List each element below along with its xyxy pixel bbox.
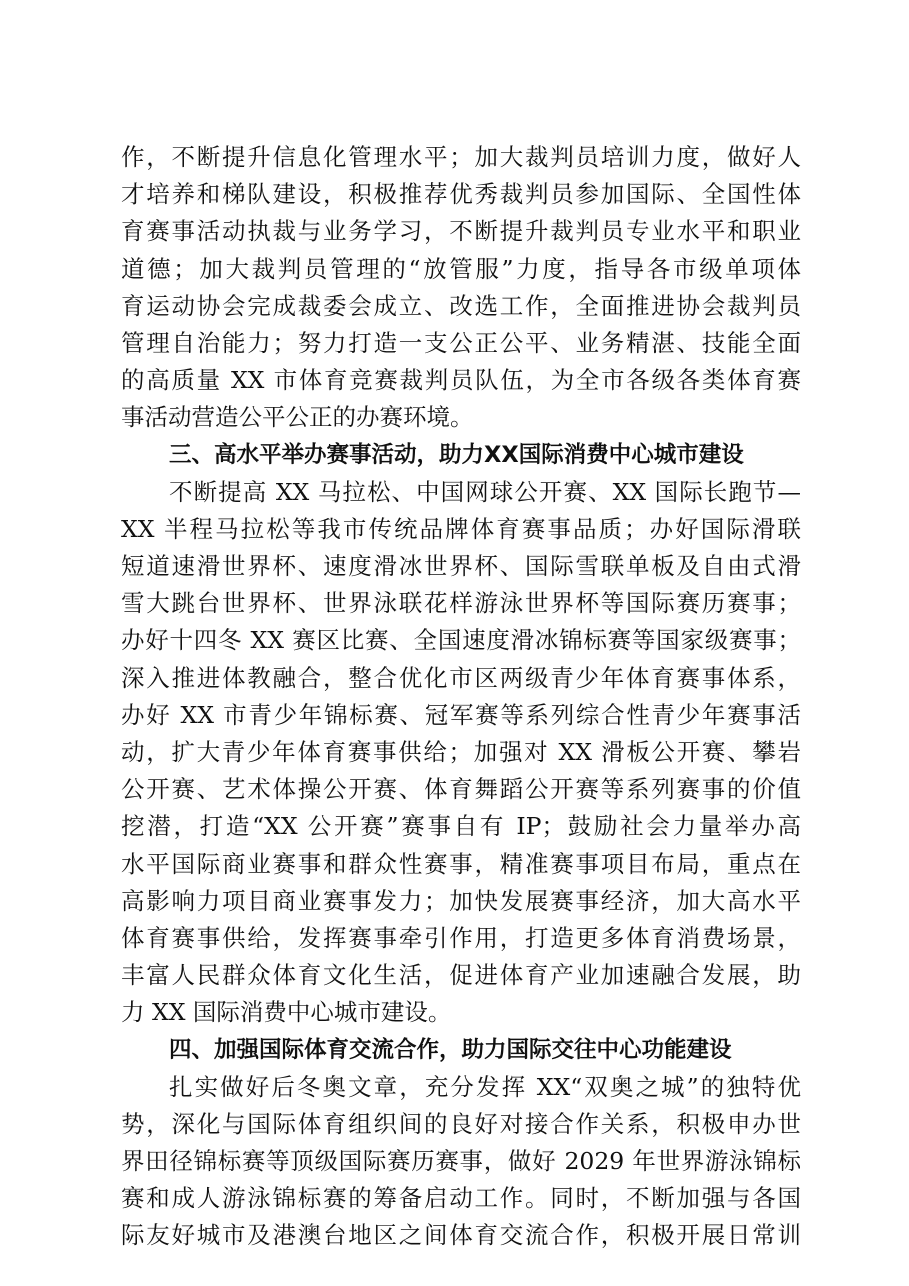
- paragraph-line: 作，不断提升信息化管理水平；加大裁判员培训力度，做好人: [121, 143, 801, 171]
- paragraph-line: 雪大跳台世界杯、世界泳联花样游泳世界杯等国际赛历赛事；: [121, 589, 801, 618]
- paragraph-line: 赛和成人游泳锦标赛的筹备启动工作。同时，不断加强与各国: [121, 1184, 801, 1213]
- paragraph-line: 事活动营造公平公正的办赛环境。: [121, 403, 474, 432]
- paragraph-line: 体育赛事供给，发挥赛事牵引作用，打造更多体育消费场景，: [121, 923, 801, 952]
- paragraph-line: 力 XX 国际消费中心城市建设。: [121, 998, 452, 1027]
- paragraph-line: 丰富人民群众体育文化生活，促进体育产业加速融合发展，助: [121, 961, 801, 990]
- paragraph-line: 势，深化与国际体育组织间的良好对接合作关系，积极申办世: [121, 1109, 801, 1138]
- paragraph-line: 道德；加大裁判员管理的“放管服”力度，指导各市级单项体: [121, 254, 801, 283]
- paragraph-line: 动，扩大青少年体育赛事供给；加强对 XX 滑板公开赛、攀岩: [121, 738, 801, 766]
- section-heading: 三、高水平举办赛事活动，助力XX国际消费中心城市建设: [169, 441, 744, 468]
- paragraph-line: 高影响力项目商业赛事发力；加快发展赛事经济，加大高水平: [121, 886, 801, 915]
- paragraph-line: 不断提高 XX 马拉松、中国网球公开赛、XX 国际长跑节—: [169, 477, 801, 506]
- paragraph-line: 际友好城市及港澳台地区之间体育交流合作，积极开展日常训: [121, 1221, 801, 1250]
- paragraph-line: 深入推进体教融合，整合优化市区两级青少年体育赛事体系，: [121, 663, 801, 692]
- paragraph-line: 办好 XX 市青少年锦标赛、冠军赛等系列综合性青少年赛事活: [121, 700, 801, 729]
- document-page: [121, 139, 801, 1255]
- paragraph-line: 界田径锦标赛等顶级国际赛历赛事，做好 2029 年世界游泳锦标: [121, 1147, 801, 1176]
- paragraph-line: 才培养和梯队建设，积极推荐优秀裁判员参加国际、全国性体: [121, 180, 801, 209]
- paragraph-line: 育赛事活动执裁与业务学习，不断提升裁判员专业水平和职业: [121, 217, 801, 246]
- paragraph-line: 办好十四冬 XX 赛区比赛、全国速度滑冰锦标赛等国家级赛事；: [121, 626, 801, 655]
- paragraph-line: 育运动协会完成裁委会成立、改选工作，全面推进协会裁判员: [121, 291, 801, 320]
- paragraph-line: 水平国际商业赛事和群众性赛事，精准赛事项目布局，重点在: [121, 849, 801, 878]
- section-heading: 四、加强国际体育交流合作，助力国际交往中心功能建设: [169, 1036, 732, 1063]
- document-body: [121, 139, 801, 1255]
- paragraph-line: 公开赛、艺术体操公开赛、体育舞蹈公开赛等系列赛事的价值: [121, 775, 801, 804]
- paragraph-line: 管理自治能力；努力打造一支公正公平、业务精湛、技能全面: [121, 328, 801, 357]
- paragraph-line: 的高质量 XX 市体育竞赛裁判员队伍，为全市各级各类体育赛: [121, 366, 801, 395]
- paragraph-line: XX 半程马拉松等我市传统品牌体育赛事品质；办好国际滑联: [121, 514, 801, 543]
- paragraph-line: 短道速滑世界杯、速度滑冰世界杯、国际雪联单板及自由式滑: [121, 552, 801, 581]
- paragraph-line: 扎实做好后冬奥文章，充分发挥 XX“双奥之城”的独特优: [169, 1072, 801, 1101]
- paragraph-line: 挖潜，打造“XX 公开赛”赛事自有 IP；鼓励社会力量举办高: [121, 812, 801, 841]
